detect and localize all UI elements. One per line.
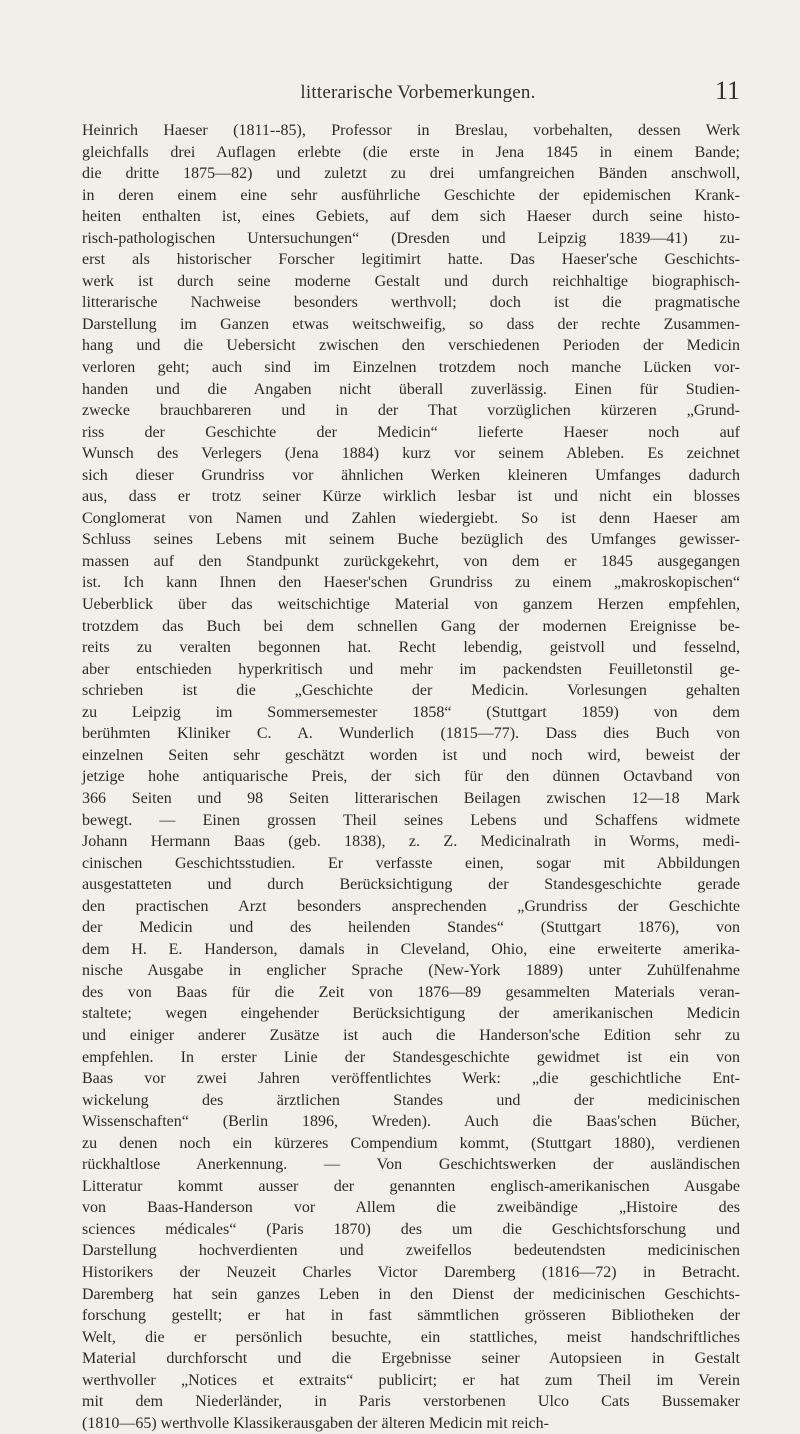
text-line: dem H. E. Handerson, damals in Cleveland, Ohio, eine erweiterte amerika- [82, 940, 740, 958]
text-line: zu denen noch ein kürzeres Compendium kommt, (Stuttgart 1880), verdienen [82, 1134, 740, 1152]
page-number: 11 [714, 76, 740, 105]
text-line: des von Baas für die Zeit von 1876—89 gesammelten Materials veran- [82, 983, 740, 1001]
text-line: Darstellung im Ganzen etwas weitschweifig, so dass der rechte Zusammen- [82, 315, 740, 333]
running-header [96, 76, 740, 110]
text-line: cinischen Geschichtsstudien. Er verfasste einen, sogar mit Abbildungen [82, 854, 740, 872]
text-line: rückhaltlose Anerkennung. — Von Geschichtswerken der ausländischen [82, 1156, 740, 1174]
running-title: litterarische Vorbemerkungen. [300, 82, 536, 103]
text-line: massen auf den Standpunkt zurückgekehrt, von dem er 1845 ausgegangen [82, 552, 740, 570]
text-line: den practischen Arzt besonders ansprechenden „Grundriss der Geschichte [82, 897, 740, 915]
text-line: schrieben ist die „Geschichte der Medicin. Vorlesungen gehalten [82, 682, 740, 700]
text-line: Baas vor zwei Jahren veröffentlichtes Werk: „die geschichtliche Ent- [82, 1070, 740, 1088]
text-line: ist. Ich kann Ihnen den Haeser'schen Grundriss zu einem „makroskopischen“ [82, 574, 740, 592]
text-line: jetzige hohe antiquarische Preis, der sich für den dünnen Octavband von [82, 768, 740, 786]
text-line: litterarische Nachweise besonders werthvoll; doch ist die pragmatische [82, 294, 740, 312]
text-line: sciences médicales“ (Paris 1870) des um die Geschichtsforschung und [82, 1220, 740, 1238]
text-line: (1810—65) werthvolle Klassikerausgaben der älteren Medicin mit reich- [82, 1414, 549, 1432]
text-line: wickelung des ärztlichen Standes und der medicinischen [82, 1091, 740, 1109]
text-line: Schluss seines Lebens mit seinem Buche bezüglich des Umfanges gewisser- [82, 531, 740, 549]
text-line: Wissenschaften“ (Berlin 1896, Wreden). Auch die Baas'schen Bücher, [82, 1113, 740, 1131]
text-line: gleichfalls drei Auflagen erlebte (die erste in Jena 1845 in einem Bande; [82, 143, 740, 161]
text-line: hang und die Uebersicht zwischen den verschiedenen Perioden der Medicin [82, 337, 740, 355]
text-line: riss der Geschichte der Medicin“ lieferte Haeser noch auf [82, 423, 740, 441]
text-line: werthvoller „Notices et extraits“ publicirt; er hat zum Theil im Verein [82, 1371, 740, 1389]
text-line: erst als historischer Forscher legitimirt hatte. Das Haeser'sche Geschichts- [82, 251, 740, 269]
text-line: heiten enthalten ist, eines Gebiets, auf dem sich Haeser durch seine histo- [82, 208, 740, 226]
text-line: Material durchforscht und die Ergebnisse seiner Autopsieen in Gestalt [82, 1350, 740, 1368]
text-line: risch-pathologischen Untersuchungen“ (Dresden und Leipzig 1839—41) zu- [82, 229, 740, 247]
text-line: Darstellung hochverdienten und zweifellos bedeutendsten medicinischen [82, 1242, 740, 1260]
text-line: empfehlen. In erster Linie der Standesgeschichte gewidmet ist ein von [82, 1048, 740, 1066]
text-line: Conglomerat von Namen und Zahlen wiedergiebt. So ist denn Haeser am [82, 509, 740, 527]
text-line: forschung gestellt; er hat in fast sämmtlichen grösseren Bibliotheken der [82, 1307, 740, 1325]
text-line: von Baas-Handerson vor Allem die zweibändige „Histoire des [82, 1199, 740, 1217]
text-line: der Medicin und des heilenden Standes“ (Stuttgart 1876), von [82, 919, 740, 937]
text-line: Historikers der Neuzeit Charles Victor Daremberg (1816—72) in Betracht. [82, 1263, 740, 1281]
text-line: die dritte 1875—82) und zuletzt zu drei umfangreichen Bänden anschwoll, [82, 165, 740, 183]
text-line: Johann Hermann Baas (geb. 1838), z. Z. Medicinalrath in Worms, medi- [82, 833, 740, 851]
text-line: Daremberg hat sein ganzes Leben in den Dienst der medicinischen Geschichts- [82, 1285, 740, 1303]
text-line: nische Ausgabe in englicher Sprache (New-York 1889) unter Zuhülfenahme [82, 962, 740, 980]
text-line: Litteratur kommt ausser der genannten englisch-amerikanischen Ausgabe [82, 1177, 740, 1195]
text-line: ausgestatteten und durch Berücksichtigung der Standesgeschichte gerade [82, 876, 740, 894]
text-line: Ueberblick über das weitschichtige Material von ganzem Herzen empfehlen, [82, 596, 740, 614]
text-line: zwecke brauchbareren und in der That vorzüglichen kürzeren „Grund- [82, 402, 740, 420]
text-line: Wunsch des Verlegers (Jena 1884) kurz vor seinem Ableben. Es zeichnet [82, 445, 740, 463]
text-line: staltete; wegen eingehender Berücksichtigung der amerikanischen Medicin [82, 1005, 740, 1023]
text-line: berühmten Kliniker C. A. Wunderlich (1815—77). Dass dies Buch von [82, 725, 740, 743]
text-line: trotzdem das Buch bei dem schnellen Gang der modernen Ereignisse be- [82, 617, 740, 635]
text-line: aber entschieden hyperkritisch und mehr im packendsten Feuilletonstil ge- [82, 660, 740, 678]
text-line: verloren geht; auch sind im Einzelnen trotzdem noch manche Lücken vor- [82, 359, 740, 377]
text-line: 366 Seiten und 98 Seiten litterarischen Beilagen zwischen 12—18 Mark [82, 789, 740, 807]
text-line: einzelnen Seiten sehr geschätzt worden ist und noch wird, beweist der [82, 746, 740, 764]
text-line: in deren einem eine sehr ausführliche Geschichte der epidemischen Krank- [82, 186, 740, 204]
text-line: Heinrich Haeser (1811--85), Professor in Breslau, vorbehalten, dessen Werk [82, 122, 740, 139]
text-line: handen und die Angaben nicht überall zuverlässig. Einen für Studien- [82, 380, 740, 398]
text-line: sich dieser Grundriss vor ähnlichen Werken kleineren Umfanges dadurch [82, 466, 740, 484]
text-line: und einiger anderer Zusätze ist auch die Handerson'sche Edition sehr zu [82, 1026, 740, 1044]
text-line: zu Leipzig im Sommersemester 1858“ (Stuttgart 1859) von dem [82, 703, 740, 721]
text-line: mit dem Niederländer, in Paris verstorbenen Ulco Cats Bussemaker [82, 1393, 740, 1411]
text-line: reits zu veralten begonnen hat. Recht lebendig, geistvoll und fesselnd, [82, 639, 740, 657]
text-line: aus, dass er trotz seiner Kürze wirklich lesbar ist und nicht ein blosses [82, 488, 740, 506]
text-line: bewegt. — Einen grossen Theil seines Lebens und Schaffens widmete [82, 811, 740, 829]
body-text [82, 120, 740, 1434]
text-line: werk ist durch seine moderne Gestalt und durch reichhaltige biographisch- [82, 272, 740, 290]
text-line: Welt, die er persönlich besuchte, ein stattliches, meist handschriftliches [82, 1328, 740, 1346]
